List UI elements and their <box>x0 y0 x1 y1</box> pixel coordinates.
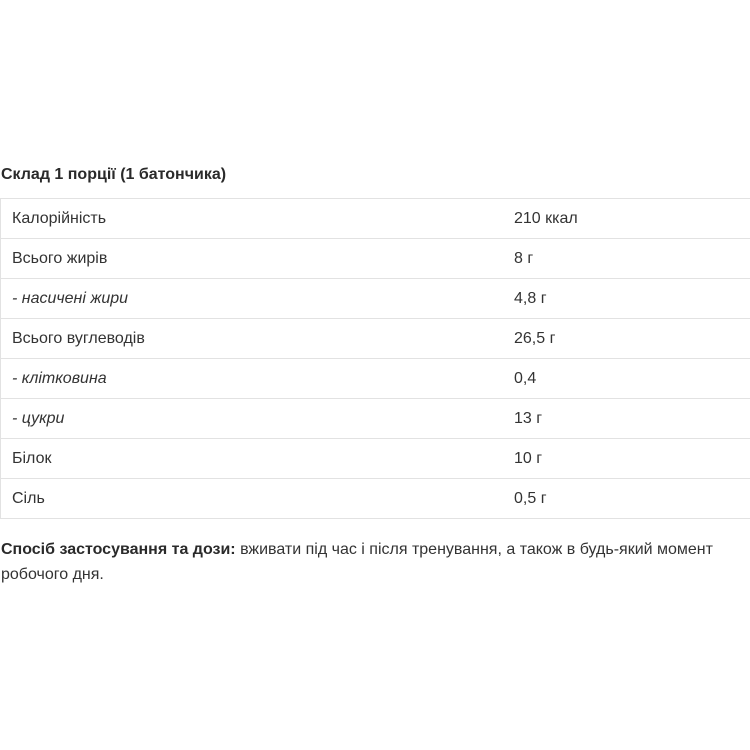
nutrient-value: 0,4 <box>514 359 750 399</box>
table-row <box>1 319 750 359</box>
nutrient-value: 26,5 г <box>514 319 750 359</box>
table-row <box>1 399 750 439</box>
table-row <box>1 479 750 519</box>
product-description <box>0 162 750 603</box>
nutrient-name: - клітковина <box>1 359 515 399</box>
nutrient-value: 8 г <box>514 239 750 279</box>
usage-label: Спосіб застосування та дози: <box>1 541 236 558</box>
nutrient-name: Білок <box>1 439 515 479</box>
nutrient-value: 4,8 г <box>514 279 750 319</box>
table-row <box>1 359 750 399</box>
nutrient-name: Всього жирів <box>1 239 515 279</box>
nutrient-value: 10 г <box>514 439 750 479</box>
nutrient-value: 210 ккал <box>514 199 750 239</box>
usage-paragraph <box>0 537 750 587</box>
nutrient-name: - цукри <box>1 399 515 439</box>
composition-heading: Склад 1 порції (1 батончика) <box>1 166 227 183</box>
nutrient-name: Калорійність <box>1 199 515 239</box>
table-row <box>1 439 750 479</box>
nutrient-name: - насичені жири <box>1 279 515 319</box>
nutrient-name: Сіль <box>1 479 515 519</box>
table-row <box>1 199 750 239</box>
usage-text: вживати під час і після тренування, а також в будь-який момент робочого дня. <box>1 541 713 583</box>
nutrient-value: 13 г <box>514 399 750 439</box>
nutrient-value: 0,5 г <box>514 479 750 519</box>
table-row <box>1 279 750 319</box>
nutrition-table <box>0 198 750 519</box>
nutrient-name: Всього вуглеводів <box>1 319 515 359</box>
table-row <box>1 239 750 279</box>
